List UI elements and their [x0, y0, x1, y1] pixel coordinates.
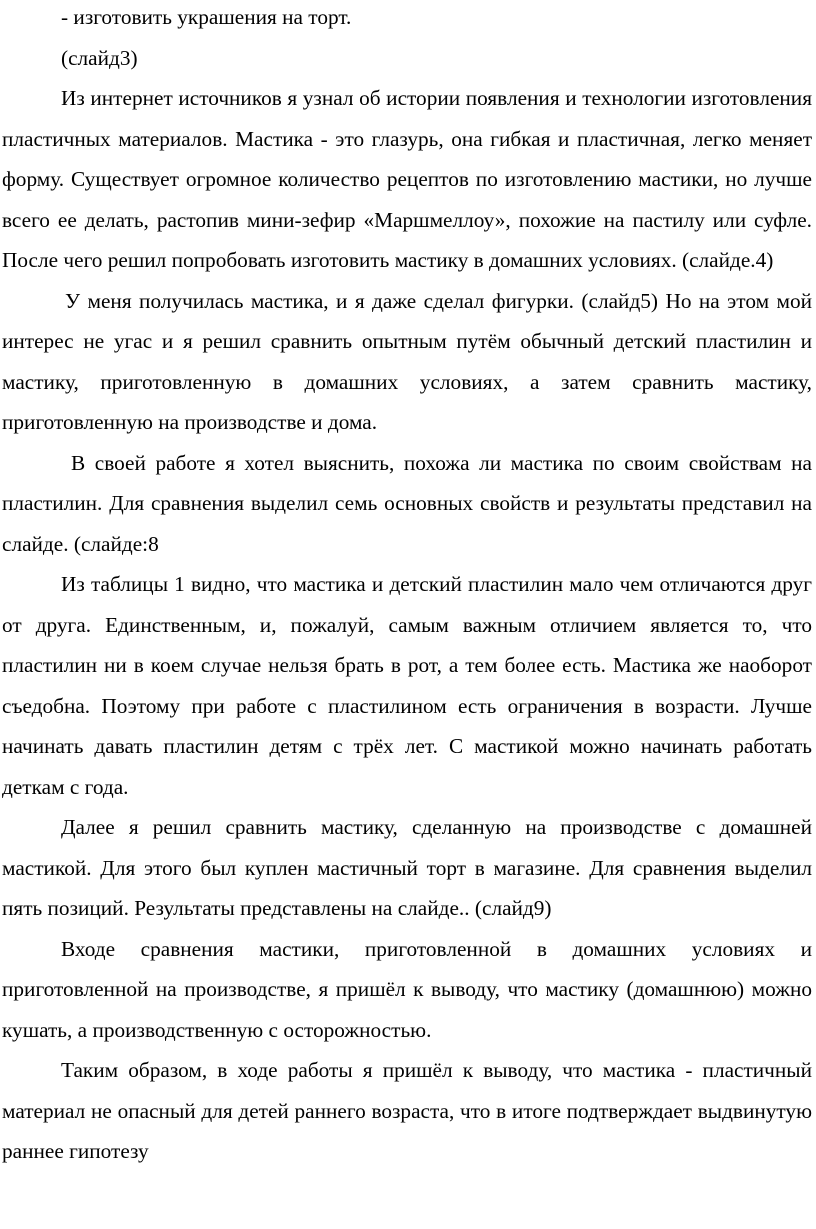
slide-reference: (слайд3)	[61, 45, 138, 70]
bullet-line: - изготовить украшения на торт.	[61, 5, 352, 29]
paragraph-goal: В своей работе я хотел выяснить, похожа ли мастика по своим свойствам на пластилин. Для сравнения выделил семь основных свойств и результаты представил на слайде. (слайде:8	[2, 450, 812, 556]
paragraph-table-analysis: Из таблицы 1 видно, что мастика и детский пластилин мало чем отличаются друг от друга. Единственным, и, пожалуй, самым важным отличием является то, что пластилин ни в коем случае нельзя брать в рот, а тем более есть. Мастика же наоборот съедобна. Поэтому при работе с пластилином есть ограничения в возрасти. Лучше начинать давать пластилин детям с трёх лет. С мастикой можно начинать работать деткам с года.	[2, 572, 812, 799]
paragraph-conclusion-1: Входе сравнения мастики, приготовленной в домашних условиях и приготовленной на производстве, я пришёл к выводу, что мастику (домашнюю) можно кушать, а производственную с осторожностью.	[2, 936, 812, 1042]
paragraph-comparison: Далее я решил сравнить мастику, сделанную на производстве с домашней мастикой. Для этого был куплен мастичный торт в магазине. Для сравнения выделил пять позиций. Результаты представлены на слайде.. (слайд9)	[2, 815, 812, 920]
paragraph-history: Из интернет источников я узнал об истории появления и технологии изготовления пластичных материалов. Мастика - это глазурь, она гибкая и пластичная, легко меняет форму. Существует огромное количество рецептов по изготовлению мастики, но лучше всего ее делать, растопив мини-зефир «Маршмеллоу», похожие на пастилу или суфле. После чего решил попробовать изготовить мастику в домашних условиях. (слайде.4)	[2, 86, 812, 272]
paragraph-conclusion-2: Таким образом, в ходе работы я пришёл к выводу, что мастика - пластичный материал не опасный для детей раннего возраста, что в итоге подтверждает выдвинутую раннее гипотезу	[2, 1058, 812, 1163]
paragraph-result: У меня получилась мастика, и я даже сделал фигурки. (слайд5) Но на этом мой интерес не угас и я решил сравнить опытным путём обычный детский пластилин и мастику, приготовленную в домашних условиях, а затем сравнить мастику, приготовленную на производстве и дома.	[2, 288, 812, 434]
